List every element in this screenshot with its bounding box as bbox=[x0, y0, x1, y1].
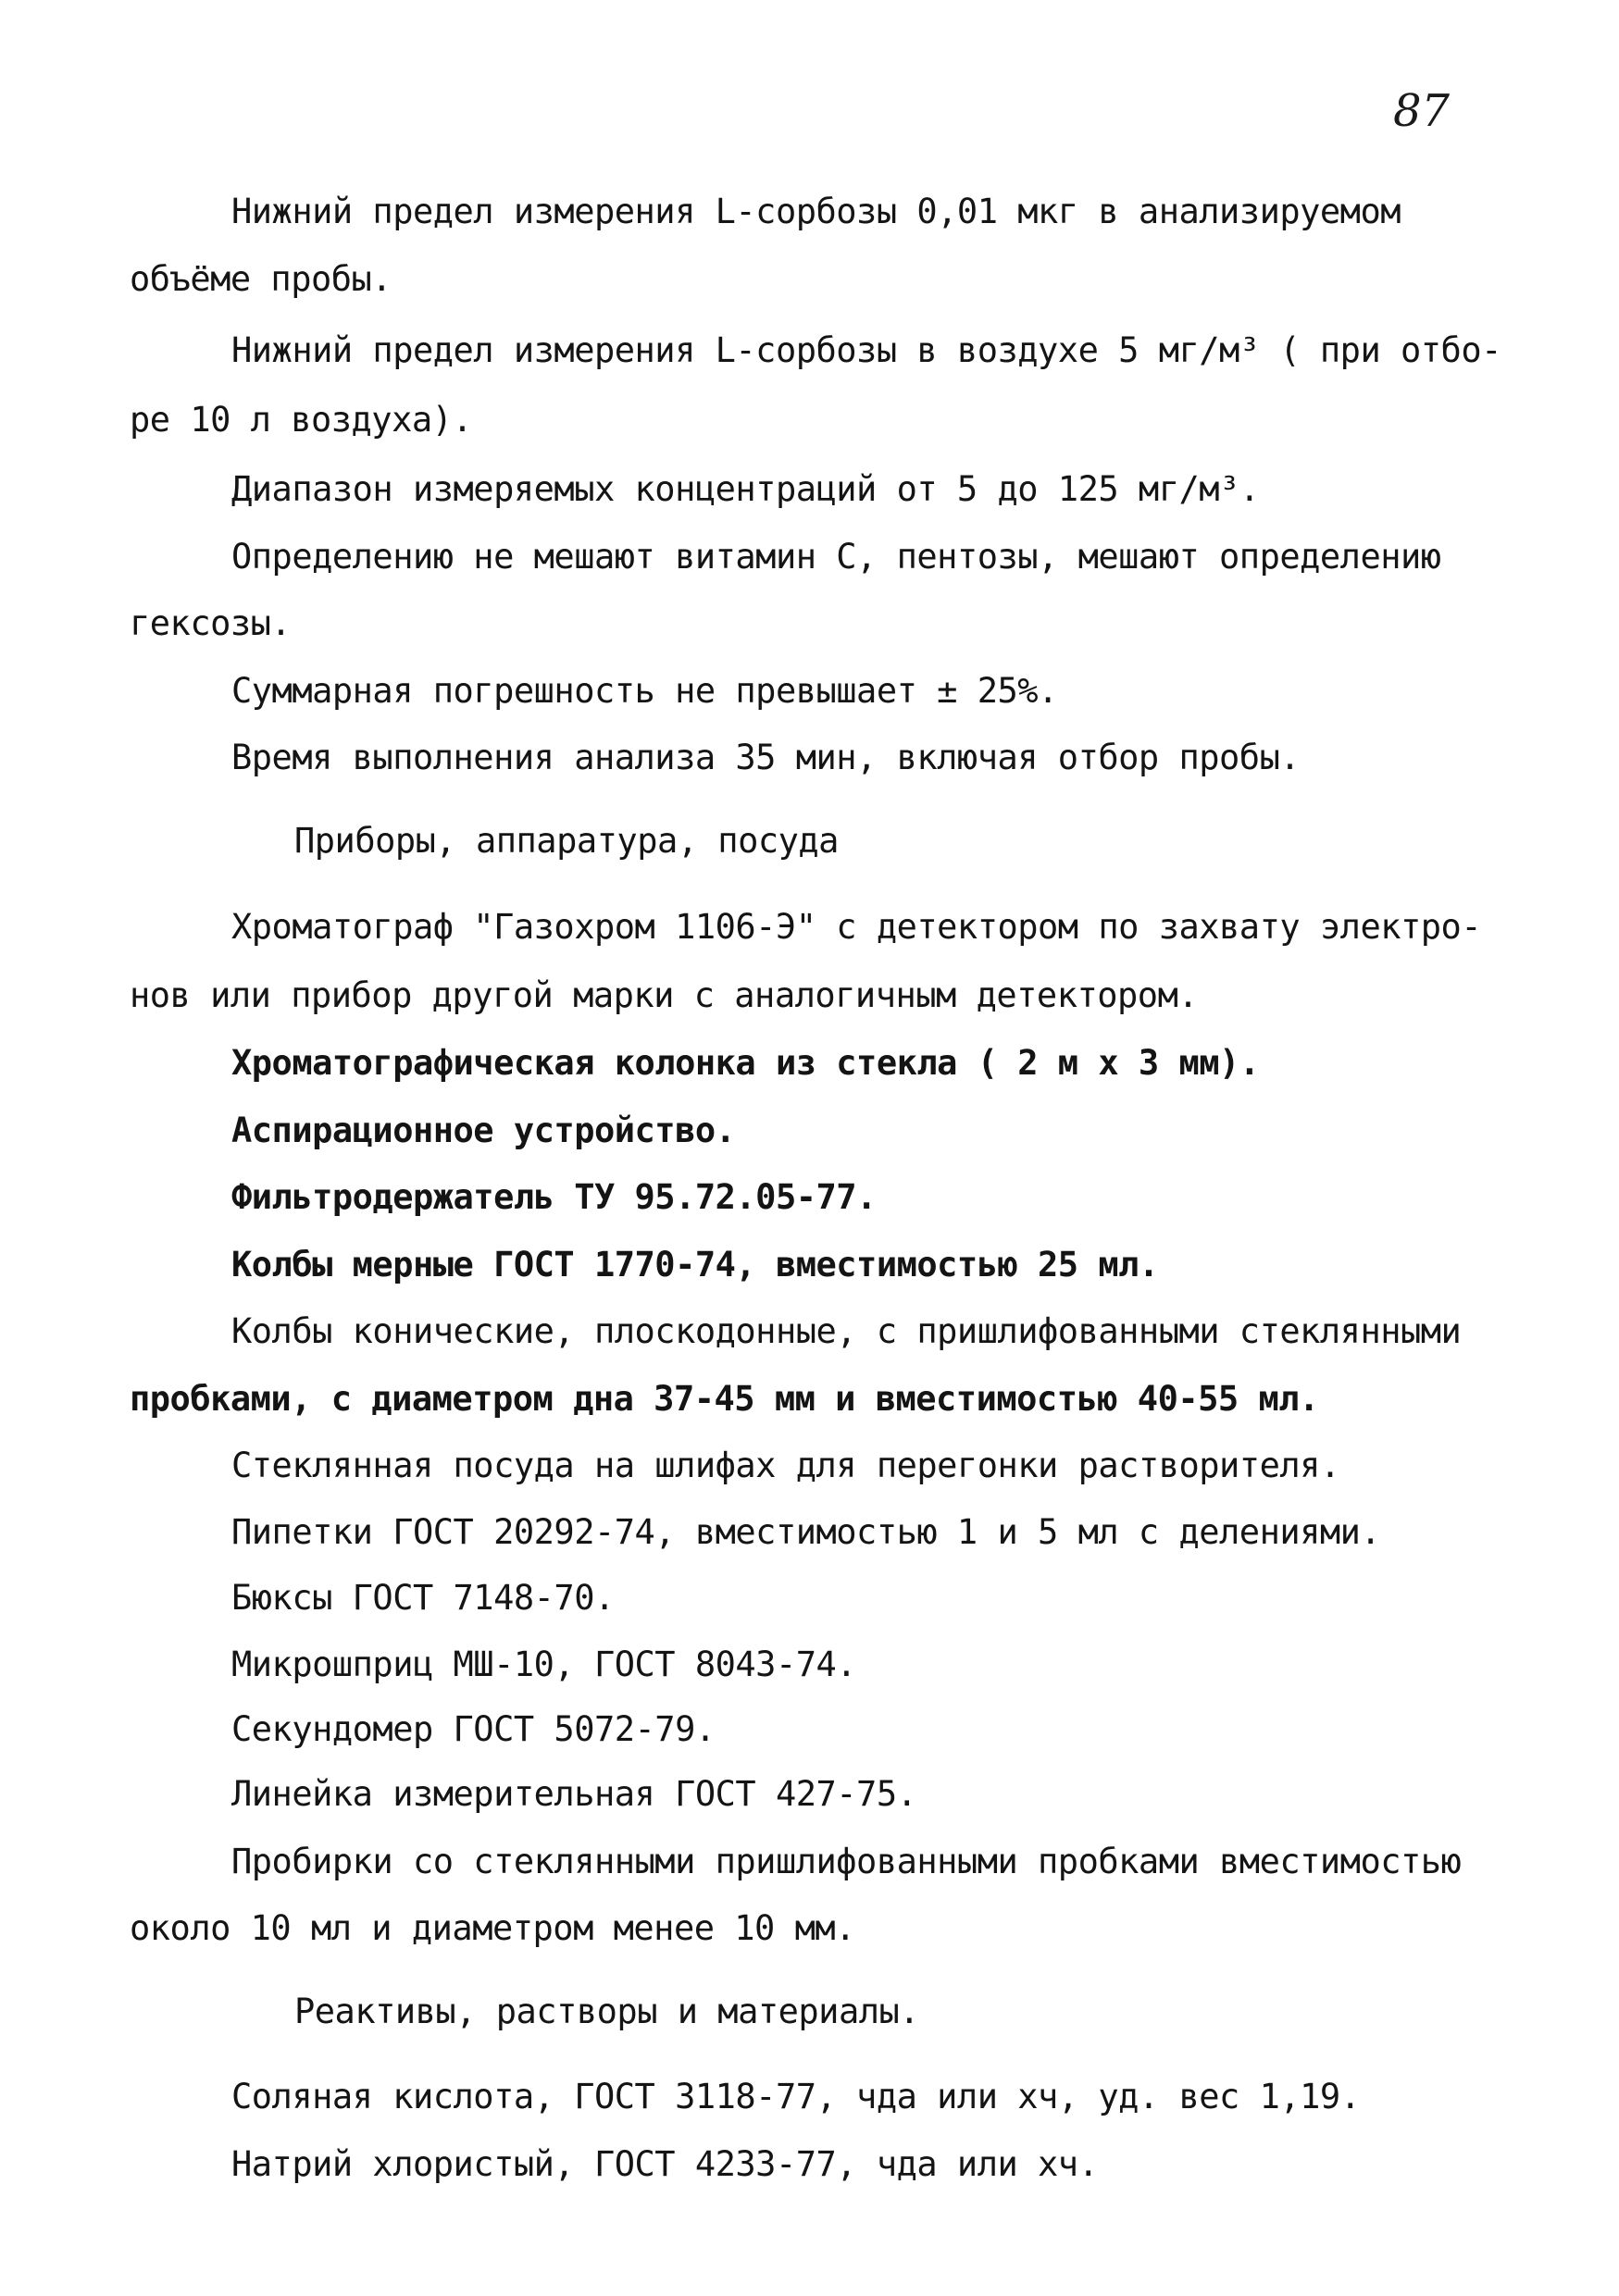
text-line: Хроматограф "Газохром 1106-Э" с детектором по захвату электро- bbox=[231, 907, 1482, 947]
text-line: Пипетки ГОСТ 20292-74, вместимостью 1 и 5 мл с делениями. bbox=[231, 1512, 1381, 1552]
text-line: Диапазон измеряемых концентраций от 5 до 125 мг/м³. bbox=[231, 469, 1260, 509]
text-line: объёме пробы. bbox=[130, 259, 392, 299]
text-line: Определению не мешают витамин С, пентозы, мешают определению bbox=[231, 537, 1441, 577]
text-line: нов или прибор другой марки с аналогичным детектором. bbox=[130, 975, 1199, 1015]
text-line: пробками, с диаметром дна 37-45 мм и вместимостью 40-55 мл. bbox=[130, 1379, 1319, 1419]
text-line: Аспирационное устройство. bbox=[231, 1111, 736, 1150]
text-line: Колбы мерные ГОСТ 1770-74, вместимостью 25 мл. bbox=[231, 1245, 1159, 1285]
text-line: Соляная кислота, ГОСТ 3118-77, чда или хч, уд. вес 1,19. bbox=[231, 2077, 1361, 2116]
text-line: Нижний предел измерения L-сорбозы в воздухе 5 мг/м³ ( при отбо- bbox=[231, 330, 1501, 370]
text-line: Нижний предел измерения L-сорбозы 0,01 мкг в анализируемом bbox=[231, 192, 1401, 231]
page-number: 87 bbox=[1393, 85, 1451, 137]
text-line: Секундомер ГОСТ 5072-79. bbox=[231, 1709, 716, 1749]
section-heading: Реактивы, растворы и материалы. bbox=[294, 1992, 920, 2031]
text-line: Суммарная погрешность не превышает ± 25%. bbox=[231, 671, 1058, 711]
text-line: Микрошприц МШ-10, ГОСТ 8043-74. bbox=[231, 1644, 857, 1684]
text-line: Фильтродержатель ТУ 95.72.05-77. bbox=[231, 1177, 877, 1217]
text-line: Линейка измерительная ГОСТ 427-75. bbox=[231, 1774, 917, 1814]
text-line: Стеклянная посуда на шлифах для перегонки растворителя. bbox=[231, 1446, 1340, 1485]
text-line: около 10 мл и диаметром менее 10 мм. bbox=[130, 1908, 855, 1948]
text-line: Колбы конические, плоскодонные, с пришлифованными стеклянными bbox=[231, 1311, 1462, 1351]
text-line: Бюксы ГОСТ 7148-70. bbox=[231, 1578, 615, 1618]
section-heading: Приборы, аппаратура, посуда bbox=[294, 821, 839, 861]
text-line: Время выполнения анализа 35 мин, включая отбор пробы. bbox=[231, 738, 1301, 777]
text-line: Хроматографическая колонка из стекла ( 2 м х 3 мм). bbox=[231, 1043, 1260, 1083]
text-line: гексозы. bbox=[130, 603, 292, 643]
text-line: Натрий хлористый, ГОСТ 4233-77, чда или хч. bbox=[231, 2144, 1099, 2184]
text-line: Пробирки со стеклянными пришлифованными пробками вместимостью bbox=[231, 1842, 1462, 1881]
text-line: ре 10 л воздуха). bbox=[130, 400, 473, 440]
